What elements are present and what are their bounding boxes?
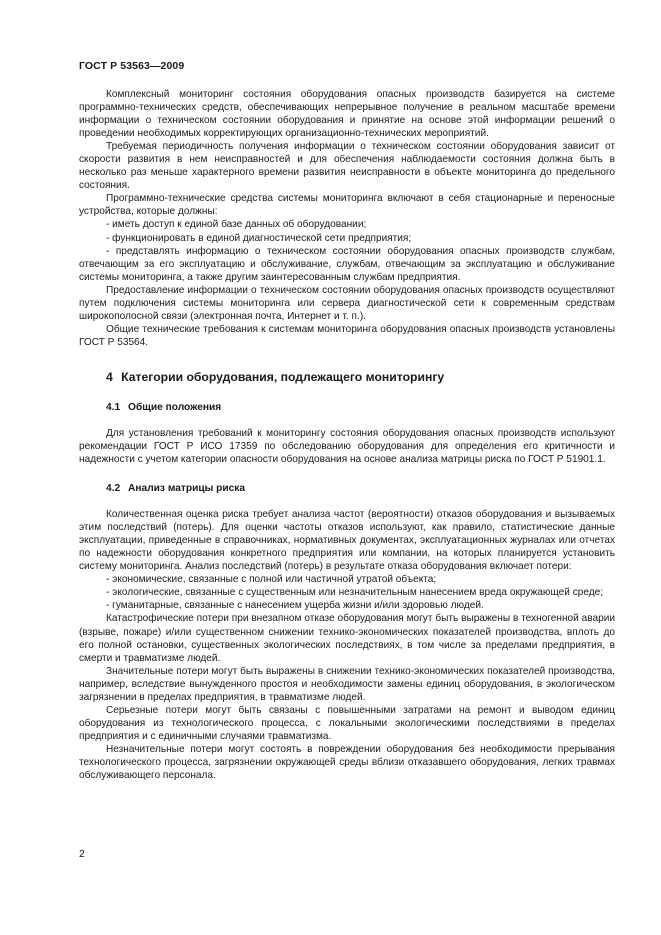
paragraph: Катастрофические потери при внезапном отказе оборудования могут быть выражены в техногенной аварии (взрыве, пожаре) и/или существенном снижении технико-экономических показателей производства, вплоть до его полной остановки, существенных экологических последствиях, в том числе за пределами предприятия, в смерти и травматизме людей.: [79, 613, 615, 664]
list-item: - иметь доступ к единой базе данных об оборудовании;: [106, 219, 367, 231]
subsection-heading: [79, 401, 615, 414]
section-number: 4: [106, 369, 113, 384]
list-item: - гуманитарные, связанные с нанесением ущерба жизни и/или здоровью людей.: [106, 600, 484, 612]
document-body: [79, 88, 615, 782]
paragraph: Предоставление информации о техническом состоянии оборудования опасных производств осуществляют путем подключения системы мониторинга или сервера диагностической сети к современным средствам широкополосной связи (электронная почта, Интернет и т. п.).: [79, 284, 615, 322]
paragraph: Программно-технические средства системы мониторинга включают в себя стационарные и переносные устройства, которые должны:: [79, 193, 615, 218]
subsection-title: Анализ матрицы риска: [128, 483, 246, 495]
paragraph: Серьезные потери могут быть связаны с повышенными затратами на ремонт и выводом единиц оборудования из технологического процесса, с локальными экологическими последствиями в пределах предприятия и с единичными случаями травматизма.: [79, 704, 615, 742]
subsection-title: Общие положения: [128, 401, 222, 413]
page-number: 2: [79, 848, 85, 860]
list-item: - экономические, связанные с полной или частичной утратой объекта;: [106, 574, 437, 586]
list-item: - представлять информацию о техническом состоянии оборудования опасных производств службам, отвечающим за его эксплуатацию и обслуживание, службам, отвечающим за эксплуатацию и обслуживание системы мониторинга, а также другим заинтересованным службам предприятия.: [79, 245, 615, 283]
list-item: - экологические, связанные с существенным или незначительным нанесением вреда окружающей среде;: [106, 587, 604, 599]
subsection-heading: [79, 482, 615, 495]
paragraph: Комплексный мониторинг состояния оборудования опасных производств базируется на системе программно-технических средств, обеспечивающих непрерывное получение в реальном масштабе времени информации о техническом состоянии оборудования и принятие на основе этой информации решений о проведении необходимых корректирующих организационно-технических мероприятий.: [79, 89, 615, 140]
paragraph: Общие технические требования к системам мониторинга оборудования опасных производств установлены ГОСТ Р 53564.: [79, 323, 615, 348]
subsection-number: 4.1: [106, 401, 121, 413]
list-item: - функционировать в единой диагностической сети предприятия;: [106, 232, 412, 244]
document-header: ГОСТ Р 53563—2009: [79, 60, 185, 72]
subsection-number: 4.2: [106, 483, 121, 495]
paragraph: Требуемая периодичность получения информации о техническом состоянии оборудования зависит от скорости развития в нем неисправностей и для обеспечения наблюдаемости состояния должна быть в несколько раз меньше характерного времени развития неисправности в объекте мониторинга до предельного состояния.: [79, 141, 615, 192]
paragraph: Значительные потери могут быть выражены в снижении технико-экономических показателей производства, например, вследствие вынужденного простоя и необходимости замены единиц оборудования, в экологическом загрязнении в пределах предприятия, в травматизме людей.: [79, 665, 615, 703]
section-title: Категории оборудования, подлежащего мониторингу: [121, 369, 445, 384]
paragraph: Незначительные потери могут состоять в повреждении оборудования без необходимости прерывания технологического процесса, загрязнении окружающей среды вблизи отказавшего оборудования, легких травмах обслуживающего персонала.: [79, 743, 615, 782]
paragraph: Количественная оценка риска требует анализа частот (вероятности) отказов оборудования и вызываемых этим последствий (потерь). Для оценки частоты отказов используют, как правило, статистические данные эксплуатации, приведенные в справочниках, нормативных документах, эксплуатационных журналах или отчетах по надежности оборудования конкретного предприятия или компании, на которых планируется установить систему мониторинга. Анализ последствий (потерь) в результате отказа оборудования включает потери:: [79, 509, 615, 573]
paragraph: Для установления требований к мониторингу состояния оборудования опасных производств используют рекомендации ГОСТ Р ИСО 17359 по обследованию оборудования для определения его критичности и надежности с учетом категории опасности оборудования на основе анализа матрицы риска по ГОСТ Р 51901.1.: [79, 427, 615, 466]
section-heading: [79, 370, 615, 385]
